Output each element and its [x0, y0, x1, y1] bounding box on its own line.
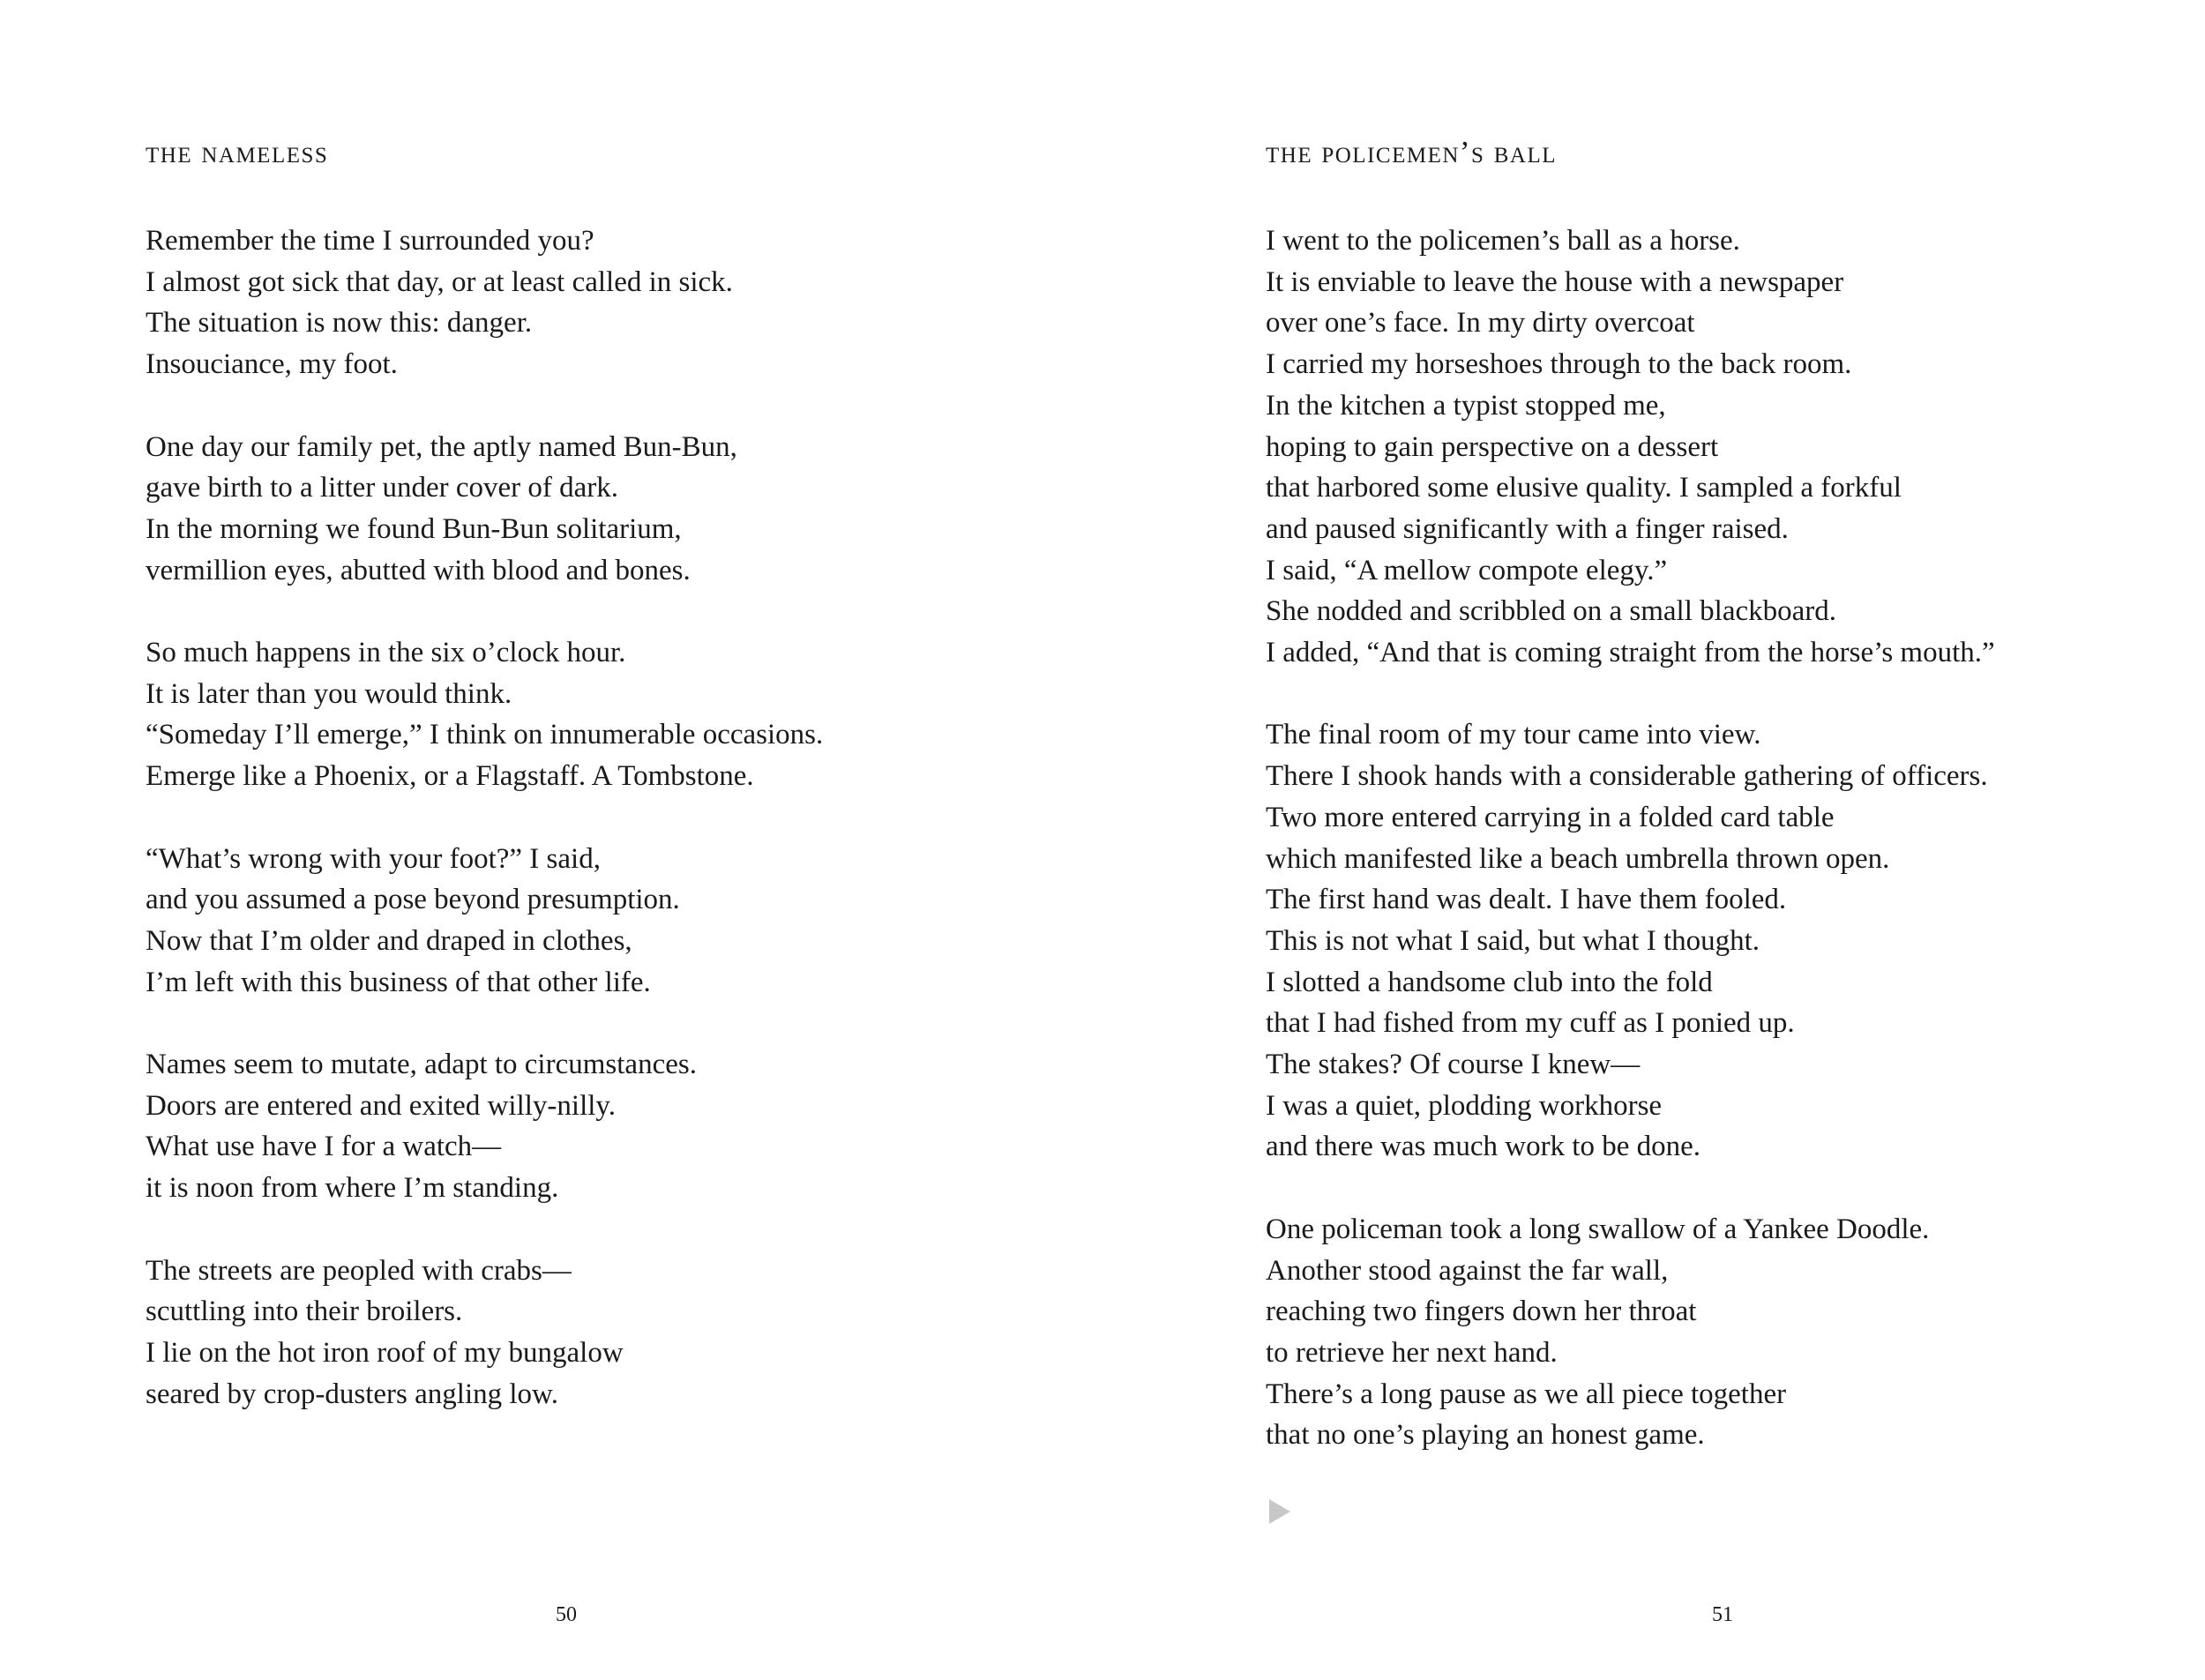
- poem-line: The streets are peopled with crabs—: [146, 1254, 572, 1287]
- stanza: [1266, 714, 1995, 1168]
- poem-line: that no one’s playing an honest game.: [1266, 1419, 1705, 1452]
- left-page: [0, 0, 1102, 1680]
- poem-line: “Someday I’ll emerge,” I think on innumerable occasions.: [146, 719, 824, 751]
- poem-line: Now that I’m older and draped in clothes,: [146, 924, 632, 957]
- poem-line: and paused significantly with a finger raised.: [1266, 512, 1789, 545]
- stanza: [146, 632, 823, 797]
- poem-line: vermillion eyes, abutted with blood and bones.: [146, 554, 691, 586]
- poem-line: I lie on the hot iron roof of my bungalow: [146, 1336, 624, 1369]
- right-page: [1102, 0, 2205, 1680]
- poem-line: The situation is now this: danger.: [146, 307, 533, 340]
- poem-title-the-policemens-ball: the policemen’s ball: [1266, 135, 1557, 169]
- poem-line: The final room of my tour came into view.: [1266, 719, 1761, 751]
- poem-line: In the kitchen a typist stopped me,: [1266, 389, 1666, 422]
- poem-line: I added, “And that is coming straight from the horse’s mouth.”: [1266, 637, 1995, 669]
- poem-line: Remember the time I surrounded you?: [146, 225, 594, 257]
- poem-line: and there was much work to be done.: [1266, 1131, 1701, 1163]
- poem-line: I slotted a handsome club into the fold: [1266, 966, 1713, 998]
- poem-line: seared by crop-dusters angling low.: [146, 1378, 558, 1410]
- poem-line: over one’s face. In my dirty overcoat: [1266, 307, 1695, 340]
- poem-line: Doors are entered and exited willy-nilly.: [146, 1089, 617, 1122]
- poem-line: Insouciance, my foot.: [146, 348, 398, 381]
- poem-line: She nodded and scribbled on a small blackboard.: [1266, 595, 1836, 628]
- poem-line: that harbored some elusive quality. I sampled a forkful: [1266, 472, 1902, 504]
- poem-line: gave birth to a litter under cover of dark.: [146, 472, 619, 504]
- poem-line: that I had fished from my cuff as I ponied up.: [1266, 1007, 1795, 1040]
- poem-line: it is noon from where I’m standing.: [146, 1172, 559, 1205]
- poem-line: What use have I for a watch—: [146, 1131, 502, 1163]
- poem-line: This is not what I said, but what I thought.: [1266, 924, 1760, 957]
- poem-line: I almost got sick that day, or at least called in sick.: [146, 265, 733, 298]
- poem-line: scuttling into their broilers.: [146, 1295, 463, 1328]
- stanza: [146, 1251, 823, 1415]
- poem-line: One policeman took a long swallow of a Yankee Doodle.: [1266, 1213, 1930, 1245]
- poem-line: I was a quiet, plodding workhorse: [1266, 1089, 1663, 1122]
- triangle-right-icon: [1269, 1499, 1290, 1524]
- stanza: [146, 839, 823, 1004]
- poem-line: In the morning we found Bun-Bun solitarium,: [146, 512, 682, 545]
- stanza: [1266, 1209, 1995, 1456]
- poem-line: There I shook hands with a considerable gathering of officers.: [1266, 760, 1988, 793]
- poem-title-the-nameless: the nameless: [146, 135, 329, 169]
- poem-line: “What’s wrong with your foot?” I said,: [146, 842, 601, 875]
- poem-line: Names seem to mutate, adapt to circumstances.: [146, 1049, 697, 1080]
- poem-line: which manifested like a beach umbrella thrown open.: [1266, 842, 1890, 875]
- poem-line: hoping to gain perspective on a dessert: [1266, 430, 1719, 463]
- poem-line: and you assumed a pose beyond presumption.: [146, 884, 680, 916]
- poem-line: I carried my horseshoes through to the back room.: [1266, 348, 1852, 381]
- poem-line: So much happens in the six o’clock hour.: [146, 637, 626, 668]
- poem-line: I said, “A mellow compote elegy.”: [1266, 554, 1668, 586]
- poem-line: It is enviable to leave the house with a newspaper: [1266, 265, 1844, 298]
- poem-line: The first hand was dealt. I have them fooled.: [1266, 884, 1787, 916]
- poem-line: I’m left with this business of that other life.: [146, 966, 651, 998]
- poem-line: Emerge like a Phoenix, or a Flagstaff. A Tombstone.: [146, 760, 754, 793]
- poem-line: Two more entered carrying in a folded card table: [1266, 801, 1835, 833]
- poem-line: One day our family pet, the aptly named Bun-Bun,: [146, 430, 737, 463]
- poem-line: There’s a long pause as we all piece together: [1266, 1378, 1787, 1410]
- stanza: [146, 1044, 823, 1209]
- poem-body: [146, 220, 823, 1456]
- stanza: [1266, 220, 1995, 674]
- poem-body: [1266, 220, 1995, 1497]
- poem-line: to retrieve her next hand.: [1266, 1336, 1558, 1369]
- poem-line: It is later than you would think.: [146, 677, 512, 710]
- poem-line: reaching two fingers down her throat: [1266, 1295, 1697, 1328]
- poem-line: I went to the policemen’s ball as a horse.: [1266, 225, 1740, 257]
- page-number: 51: [1712, 1603, 1733, 1626]
- poem-line: The stakes? Of course I knew—: [1266, 1049, 1641, 1081]
- poem-line: Another stood against the far wall,: [1266, 1254, 1669, 1287]
- stanza: [146, 220, 823, 385]
- page-number: 50: [556, 1603, 577, 1626]
- stanza: [146, 427, 823, 592]
